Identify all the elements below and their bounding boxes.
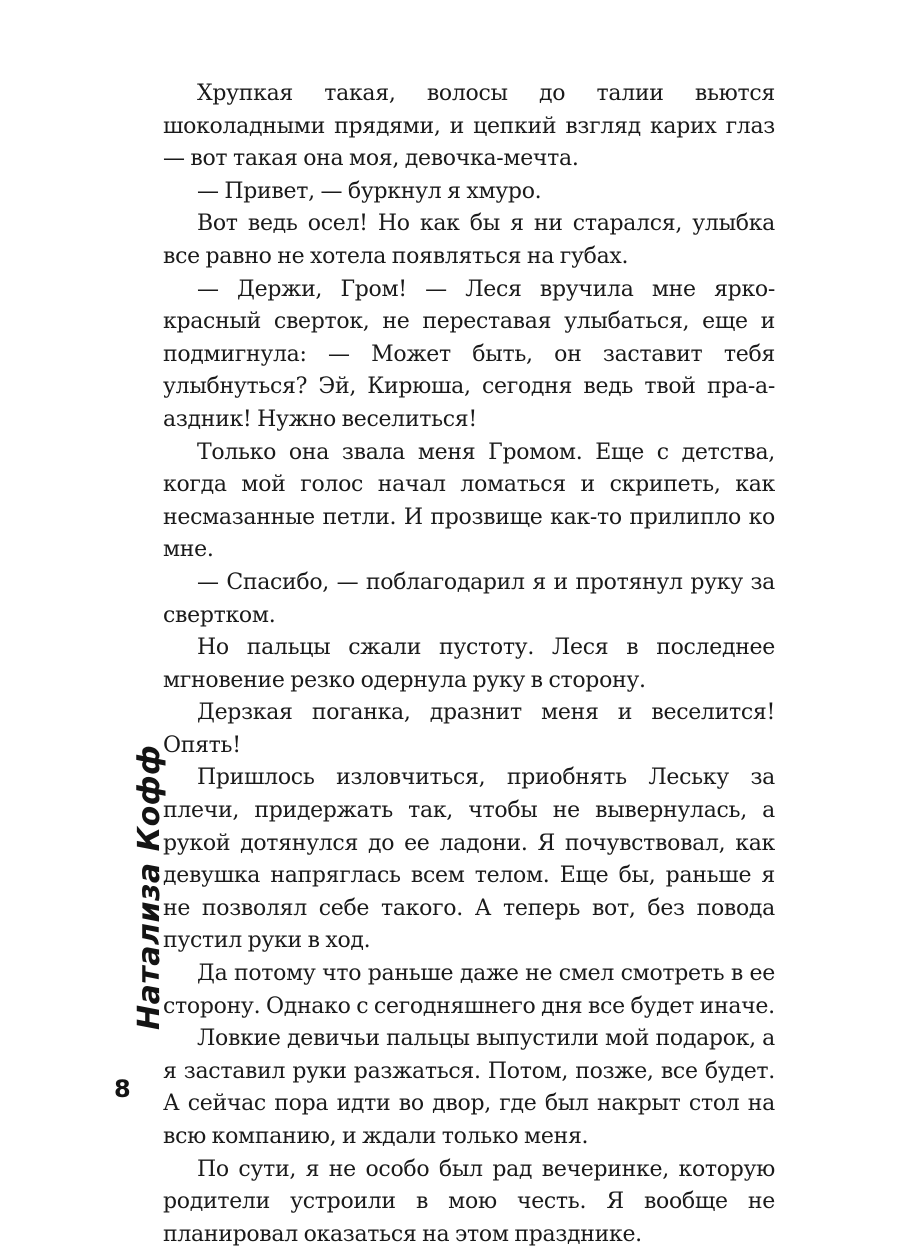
paragraph: — Спасибо, — поблагодарил я и протянул руку за свертком. [163,569,775,628]
paragraph: Но пальцы сжали пустоту. Леся в последнее мгновение резко одернула руку в сторону. [163,635,775,693]
paragraph: Только она звала меня Громом. Еще с детства, когда мой голос начал ломаться и скрипеть, как несмазанные петли. И прозвище как-то прилипло ко мне. [163,439,775,563]
paragraph: — Привет, — буркнул я хмуро. [197,178,542,204]
paragraph: Пришлось изловчиться, приобнять Леську за плечи, придержать так, чтобы не вывернулась, а рукой дотянулся до ее ладони. Я почувствовал, как девушка напряглась всем телом. Еще бы, раньше я не позволял себе такого. А теперь вот, без повода пустил руки в ход. [163,765,775,954]
page-number: 8 [114,1075,131,1103]
paragraph: Ловкие девичьи пальцы выпустили мой подарок, а я заставил руки разжаться. Потом, позже, все будет. А сейчас пора идти во двор, где был накрыт стол на всю компанию, и ждали только меня. [163,1026,775,1149]
author-name: Натализа Кофф [132,744,167,1030]
paragraph: Дерзкая поганка, дразнит меня и веселится! Опять! [163,700,775,758]
body-text [163,78,775,1251]
paragraph: Да потому что раньше даже не смел смотреть в ее сторону. Однако с сегодняшнего дня все будет иначе. [163,961,775,1019]
paragraph: По сути, я не особо был рад вечеринке, которую родители устроили в мою честь. Я вообще не планировал оказаться на этом празднике. [163,1156,775,1247]
paragraph: — Держи, Гром! — Леся вручила мне ярко-красный сверток, не переставая улыбаться, еще и подмигнула: — Может быть, он заставит тебя улыбнуться? Эй, Кирюша, сегодня ведь твой пра-а-аздник! Нужно веселиться! [163,276,775,432]
paragraph: Вот ведь осел! Но как бы я ни старался, улыбка все равно не хотела появляться на губах. [163,211,775,269]
paragraph: Хрупкая такая, волосы до талии вьются шоколадными прядями, и цепкий взгляд карих глаз — вот такая она моя, девочка-мечта. [163,81,775,172]
